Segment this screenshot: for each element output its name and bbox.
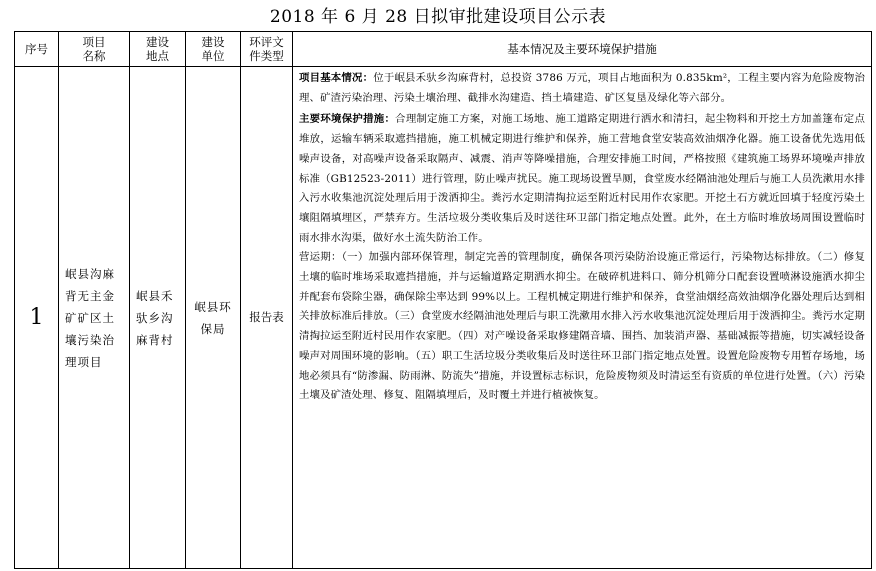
measures-paragraph <box>299 110 865 248</box>
header-doc-type-line2: 件类型 <box>249 49 284 63</box>
project-location: 岷县禾驮乡沟麻背村 <box>130 67 186 569</box>
construction-unit: 岷县环保局 <box>186 67 241 569</box>
header-no: 序号 <box>15 32 59 67</box>
measures-label: 主要环境保护措施： <box>299 113 396 126</box>
header-project-name-line1: 项目 <box>82 35 106 49</box>
header-location-line2: 地点 <box>146 49 169 63</box>
header-doc-type-line1: 环评文 <box>249 35 284 49</box>
row-number: 1 <box>15 67 59 569</box>
basic-info-paragraph <box>299 69 865 108</box>
header-project-name <box>59 32 130 67</box>
page-title: 2018 年 6 月 28 日拟审批建设项目公示表 <box>269 7 607 27</box>
header-content: 基本情况及主要环境保护措施 <box>293 32 872 67</box>
header-location-line1: 建设 <box>146 35 169 49</box>
header-row <box>15 32 872 67</box>
project-description <box>293 67 872 569</box>
basic-info-label: 项目基本情况： <box>299 72 374 84</box>
header-unit-line2: 单位 <box>201 49 225 63</box>
header-unit-line1: 建设 <box>201 35 225 49</box>
operation-paragraph: 营运期：（一）加强内部环保管理，制定完善的管理制度，确保各项污染防治设施正常运行，污染物达标排放。（二）修复土壤的临时堆场采取遮挡措施，并与运输道路定期洒水抑尘。在破碎机进料口、筛分机筛分口配套设置喷淋设施洒水抑尘并配套布袋除尘器，确保除尘率达到 99%以上。工程机械定期进行维护和保养，食堂油烟经高效油烟净化器处理后达到相关排放标准后排放。（三）食堂废水经隔油池处理后与职工洗漱用水排入污水收集池沉淀处理后用于泼洒抑尘。粪污水定期清掏拉运至附近村民用作农家肥。（四）对产噪设备采取修建隔音墙、围挡、加装消声器、基础减振等措施，切实减轻设备噪声对周围环境的影响。（五）职工生活垃圾分类收集后及时送往环卫部门指定地点处置。设置危险废物专用暂存场地，场地必须具有“防渗漏、防雨淋、防流失”措施，并设置标志标识，危险废物须及时清运至有资质的单位进行处置。（六）污染土壤及矿渣处理、修复、阻隔填埋后，及时覆土并进行植被恢复。 <box>299 251 865 402</box>
basic-info-text: 位于岷县禾驮乡沟麻背村，总投资 3786 万元，项目占地面积为 0.835km²，工程主要内容为危险废物治理、矿渣污染治理、污染土壤治理、截排水沟建造、挡土墙建造、矿区复垦及绿化等六部分。 <box>299 72 865 104</box>
project-name: 岷县沟麻背无主金矿矿区土壤污染治理项目 <box>59 67 130 569</box>
measures-text: 合理制定施工方案，对施工场地、施工道路定期进行洒水和清扫，起尘物料和开挖土方加盖篷布定点堆放，运输车辆采取遮挡措施，施工机械定期进行维护和保养，施工营地食堂安装高效油烟净化器。施工设备优先选用低噪声设备，对高噪声设备采取隔声、减震、消声等降噪措施，合理安排施工时间，严格按照《建筑施工场界环境噪声排放标准（GB12523-2011）进行管理，防止噪声扰民。施工现场设置旱厕，食堂废水经隔油池处理后与施工人员洗漱用水排入污水收集池沉淀处理后用于泼洒抑尘。粪污水定期清掏拉运至附近村民用作农家肥。开挖土石方就近回填于轻度污染土壤阻隔填埋区，严禁弃方。生活垃圾分类收集后及时送往环卫部门指定地点处置。此外，在土方临时堆放场周围设置临时雨水排水沟渠，做好水土流失防治工作。 <box>299 113 865 244</box>
document-type: 报告表 <box>241 67 293 569</box>
table-row <box>15 67 872 569</box>
header-unit <box>186 32 241 67</box>
header-doc-type <box>241 32 293 67</box>
announcement-table <box>14 31 872 569</box>
header-project-name-line2: 名称 <box>82 49 106 63</box>
header-location <box>130 32 186 67</box>
